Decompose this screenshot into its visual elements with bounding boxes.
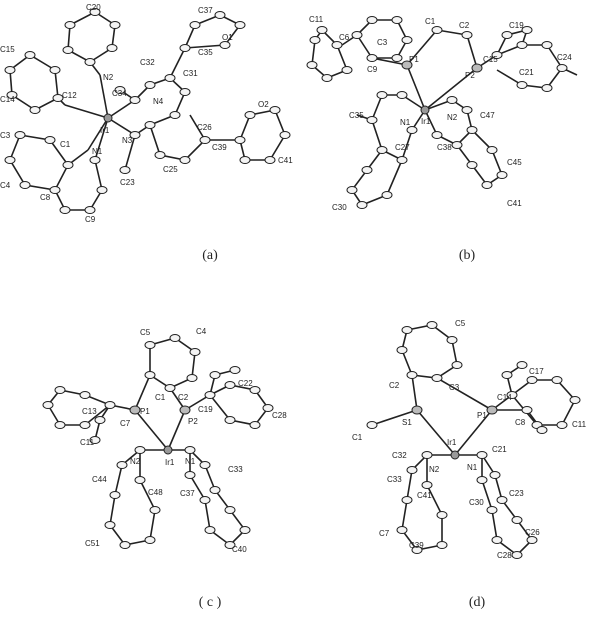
atom-label: C34 bbox=[112, 89, 127, 98]
atom-label: Ir1 bbox=[447, 438, 457, 447]
atom-label: C19 bbox=[198, 405, 213, 414]
atom-label: C39 bbox=[409, 541, 424, 550]
atom-label: Ir1 bbox=[100, 126, 110, 135]
atom-label: C17 bbox=[529, 367, 544, 376]
atom-label: C8 bbox=[40, 193, 51, 202]
atom-label: C28 bbox=[272, 411, 287, 420]
atom-label: C33 bbox=[228, 465, 243, 474]
atom-label: C47 bbox=[480, 111, 495, 120]
caption-a: (a) bbox=[202, 248, 218, 263]
atom-label: C39 bbox=[212, 143, 227, 152]
atom-label: C6 bbox=[339, 33, 350, 42]
atom-label: N1 bbox=[400, 118, 411, 127]
atom-label: N2 bbox=[447, 113, 458, 122]
atom-label: P1 bbox=[477, 411, 487, 420]
atom-label: N2 bbox=[130, 457, 141, 466]
atom-label: C33 bbox=[387, 475, 402, 484]
atom-label: C30 bbox=[332, 203, 347, 212]
atom-label: C15 bbox=[0, 45, 15, 54]
atom-label: C4 bbox=[0, 181, 11, 190]
caption-d: (d) bbox=[468, 595, 486, 610]
atom-label: C51 bbox=[85, 539, 100, 548]
atom-label: N1 bbox=[92, 147, 103, 156]
atom-label: C1 bbox=[155, 393, 166, 402]
panel-b bbox=[297, 0, 594, 250]
atom-label: C41 bbox=[417, 491, 432, 500]
atom-label: C41 bbox=[278, 156, 293, 165]
atom-label: C3 bbox=[377, 38, 388, 47]
atom-label: N2 bbox=[103, 73, 114, 82]
molecule-c bbox=[0, 300, 297, 570]
atom-label: C30 bbox=[469, 498, 484, 507]
atom-label: C14 bbox=[497, 393, 512, 402]
atom-label: C11 bbox=[572, 420, 587, 429]
atom-label: C35 bbox=[349, 111, 364, 120]
atom-label: C2 bbox=[389, 381, 400, 390]
atom-label: P2 bbox=[188, 417, 198, 426]
atom-label: N2 bbox=[429, 465, 440, 474]
atom-label: C14 bbox=[0, 95, 15, 104]
atom-label: C13 bbox=[82, 407, 97, 416]
atom-label: N3 bbox=[122, 136, 133, 145]
atom-label: C1 bbox=[425, 17, 436, 26]
atom-label: C41 bbox=[507, 199, 522, 208]
atom-label: C37 bbox=[198, 6, 213, 15]
atom-label: C21 bbox=[519, 68, 534, 77]
molecule-d bbox=[297, 300, 594, 570]
atom-label: C1 bbox=[352, 433, 363, 442]
atom-label: C9 bbox=[85, 215, 96, 224]
atom-label: C7 bbox=[120, 419, 131, 428]
atom-label: C20 bbox=[86, 3, 101, 12]
atom-label: C7 bbox=[379, 529, 390, 538]
atom-label: C26 bbox=[197, 123, 212, 132]
panel-c bbox=[0, 300, 297, 570]
atom-label: C48 bbox=[148, 488, 163, 497]
atom-label: O2 bbox=[258, 100, 269, 109]
atom-label: P2 bbox=[465, 71, 475, 80]
atom-label: C5 bbox=[455, 319, 466, 328]
atom-label: C32 bbox=[392, 451, 407, 460]
atom-label: Ir1 bbox=[421, 117, 431, 126]
atom-label: C4 bbox=[196, 327, 207, 336]
atom-label: C40 bbox=[232, 545, 247, 554]
atom-label: C12 bbox=[62, 91, 77, 100]
atom-label: Ir1 bbox=[165, 458, 175, 467]
molecule-a bbox=[0, 0, 297, 250]
atom-label: C9 bbox=[367, 65, 378, 74]
atom-label: N4 bbox=[153, 97, 164, 106]
atom-label: C5 bbox=[140, 328, 151, 337]
caption-c: ( c ) bbox=[198, 595, 222, 610]
atom-label: S1 bbox=[402, 418, 412, 427]
panel-d bbox=[297, 300, 594, 570]
atom-label: C15 bbox=[483, 55, 498, 64]
atom-label: C25 bbox=[163, 165, 178, 174]
atom-label: C26 bbox=[525, 528, 540, 537]
atom-label: C45 bbox=[507, 158, 522, 167]
atom-label: C1 bbox=[60, 140, 71, 149]
atom-label: C31 bbox=[183, 69, 198, 78]
atom-label: C2 bbox=[178, 393, 189, 402]
atom-label: C38 bbox=[437, 143, 452, 152]
atom-label: C23 bbox=[120, 178, 135, 187]
atom-label: C32 bbox=[140, 58, 155, 67]
atom-label: C35 bbox=[198, 48, 213, 57]
atom-label: N1 bbox=[467, 463, 478, 472]
caption-b: (b) bbox=[458, 248, 476, 263]
atom-label: C3 bbox=[0, 131, 11, 140]
atom-label: C11 bbox=[309, 15, 324, 24]
atom-label: C21 bbox=[492, 445, 507, 454]
atom-label: C19 bbox=[509, 21, 524, 30]
atom-label: C44 bbox=[92, 475, 107, 484]
atom-label: C11 bbox=[80, 438, 95, 447]
molecule-b bbox=[297, 0, 594, 250]
panel-a bbox=[0, 0, 297, 250]
atom-label: C3 bbox=[449, 383, 460, 392]
atom-label: C23 bbox=[509, 489, 524, 498]
atom-label: C2 bbox=[459, 21, 470, 30]
atom-label: C27 bbox=[395, 143, 410, 152]
atom-label: N1 bbox=[185, 457, 196, 466]
atom-label: P1 bbox=[140, 407, 150, 416]
atom-label: C24 bbox=[557, 53, 572, 62]
atom-label: C28 bbox=[497, 551, 512, 560]
atom-label: P1 bbox=[409, 55, 419, 64]
atom-label: C8 bbox=[515, 418, 526, 427]
atom-label: C22 bbox=[238, 379, 253, 388]
atom-label: C37 bbox=[180, 489, 195, 498]
atom-label: O1 bbox=[222, 33, 233, 42]
